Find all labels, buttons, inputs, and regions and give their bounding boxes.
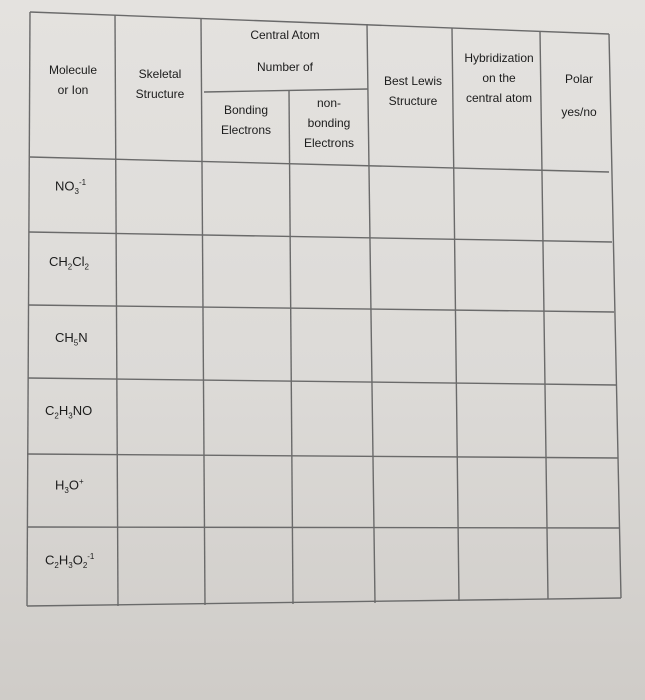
formula-part: NO xyxy=(72,403,93,418)
formula-part: C xyxy=(45,552,55,568)
formula-part: H xyxy=(58,552,69,568)
formula-part: 2 xyxy=(54,560,59,570)
formula-c2h3no xyxy=(45,403,92,421)
formula-part: Cl xyxy=(72,254,85,269)
formula-part: 3 xyxy=(74,186,79,196)
header-number-of: Number of xyxy=(256,60,314,74)
formula-ch5n xyxy=(55,330,88,348)
formula-part: 5 xyxy=(73,338,79,348)
header-best-lewis-structure: Best Lewis Structure xyxy=(383,74,443,108)
formula-part: C xyxy=(45,403,55,418)
formula-part: O xyxy=(72,552,83,568)
formula-h3o xyxy=(55,477,84,495)
header-molecule: Molecule or Ion xyxy=(48,63,98,97)
formula-part: -1 xyxy=(87,552,95,561)
formula-part: N xyxy=(78,330,88,345)
formula-part: 3 xyxy=(64,485,69,495)
formula-part: 2 xyxy=(67,262,73,272)
formula-ch2cl2 xyxy=(49,254,89,272)
formula-part: + xyxy=(78,477,84,486)
formula-part: O xyxy=(68,477,79,493)
header-skeletal-structure: Skeletal Structure xyxy=(135,67,185,101)
header-polar: Polar yes/no xyxy=(561,72,597,119)
formula-part: 3 xyxy=(68,411,73,421)
formula-part: 2 xyxy=(82,560,88,570)
formula-part: 2 xyxy=(54,411,59,421)
formula-part: -1 xyxy=(78,178,87,187)
formula-part: H xyxy=(55,477,65,493)
header-bonding-electrons: Bonding Electrons xyxy=(220,103,272,137)
header-nonbonding-electrons: non- bonding Electrons xyxy=(303,96,355,150)
formula-part: CH xyxy=(49,254,68,269)
formula-part: CH xyxy=(55,330,74,345)
formula-no3 xyxy=(55,178,86,196)
formula-c2h3o2 xyxy=(45,552,94,570)
formula-part: 2 xyxy=(84,262,89,272)
header-hybridization: Hybridization on the central atom xyxy=(464,51,534,105)
header-central-atom: Central Atom xyxy=(250,28,320,42)
formula-part: NO xyxy=(55,178,75,194)
formula-part: H xyxy=(58,403,69,418)
formula-part: 3 xyxy=(68,560,73,570)
